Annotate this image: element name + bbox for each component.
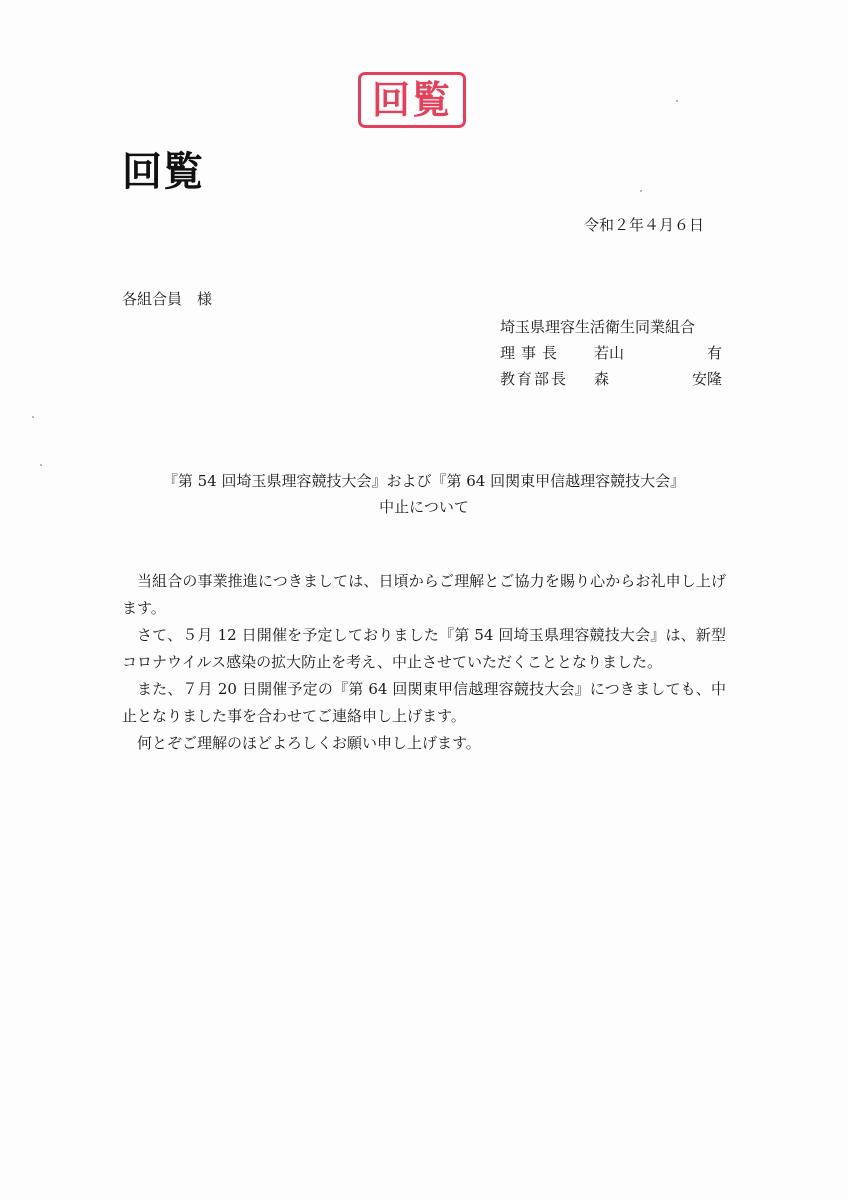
body-paragraph: 何とぞご理解のほどよろしくお願い申し上げます。 bbox=[137, 734, 481, 752]
sender-organization: 埼玉県理容生活衛生同業組合 bbox=[500, 318, 696, 336]
body-paragraph: 当組合の事業推進につきましては、日頃からご理解とご協力を賜り心からお礼申し上げます。 bbox=[122, 572, 726, 617]
scan-speck bbox=[40, 464, 42, 466]
sender-given-name: 有 bbox=[706, 344, 722, 362]
stamp-text: 回覧 bbox=[371, 78, 452, 122]
sender-row-chairman bbox=[500, 340, 722, 366]
kairan-stamp bbox=[358, 72, 466, 128]
body-paragraph: また、７月 20 日開催予定の『第 64 回関東甲信越理容競技大会』につきましても、中止となりました事を合わせてご連絡申し上げます。 bbox=[122, 680, 726, 725]
body-text bbox=[122, 568, 726, 757]
sender-organization-row bbox=[500, 314, 722, 340]
scan-speck bbox=[676, 100, 678, 102]
body-paragraph: さて、５月 12 日開催を予定しておりました『第 54 回埼玉県理容競技大会』は、新型コロナウイルス感染の拡大防止を考え、中止させていただくこととなりました。 bbox=[122, 626, 726, 671]
sender-role: 理事長 bbox=[500, 344, 564, 362]
subject-line-1: 『第 54 回埼玉県理容競技大会』および『第 64 回関東甲信越理容競技大会』 bbox=[162, 472, 686, 490]
subject-line-2: 中止について bbox=[379, 498, 469, 516]
issue-date: 令和２年４月６日 bbox=[583, 216, 704, 234]
scan-speck bbox=[640, 190, 642, 192]
document-title: 回覧 bbox=[122, 149, 204, 195]
subject-heading bbox=[130, 468, 718, 520]
sender-surname: 若山 bbox=[594, 344, 625, 362]
sender-given-name: 安隆 bbox=[691, 370, 722, 388]
sender-person bbox=[594, 366, 722, 392]
sender-row-education-director bbox=[500, 366, 722, 392]
sender-role: 教育部長 bbox=[500, 370, 569, 388]
sender-surname: 森 bbox=[594, 370, 610, 388]
sender-person bbox=[594, 340, 722, 366]
scan-speck bbox=[32, 416, 34, 418]
sender-block bbox=[500, 314, 722, 392]
addressee: 各組合員 様 bbox=[122, 290, 213, 308]
